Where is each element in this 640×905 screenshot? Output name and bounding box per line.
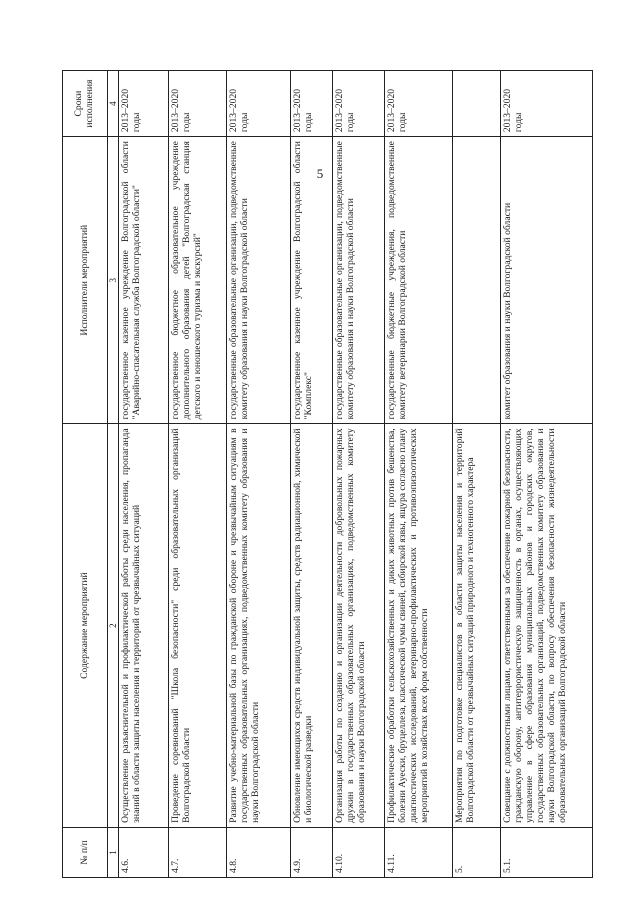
row-terms: 2013–2020 годы — [291, 71, 333, 137]
row-content: Проведение соревнований "Школа безопасности" среди образовательных организаций Волгоградской области — [169, 424, 227, 828]
table-row — [227, 71, 291, 878]
row-executors: государственные образовательные организации, подведомственные комитету образования и науки Волгоградской области — [333, 137, 385, 424]
column-number: 4 — [108, 71, 119, 137]
header-executors: Исполнители мероприятий — [63, 137, 108, 424]
row-content: Развитие учебно-материальной базы по гражданской обороне и чрезвычайным ситуациям в государственных образовательных организациях, подведомственных комитету образования и науки Волгоградской области — [227, 424, 291, 828]
column-number: 1 — [108, 827, 119, 877]
row-content: Организация работы по созданию и организации деятельности добровольных пожарных дружин в государственных образовательных организациях, подведомственных комитету образования и науки Волгоградской области — [333, 424, 385, 828]
column-number: 2 — [108, 424, 119, 828]
table-row — [291, 71, 333, 878]
header-content: Содержание мероприятий — [63, 424, 108, 828]
row-terms: 2013–2020 годы — [227, 71, 291, 137]
table-row — [385, 71, 453, 878]
row-content: Мероприятия по подготовке специалистов в области защиты населения и территорий Волгоградской области от чрезвычайных ситуаций природного и техногенного характера — [453, 424, 501, 828]
table-row — [501, 71, 593, 878]
row-number: 4.6. — [119, 827, 169, 877]
row-terms: 2013–2020 годы — [501, 71, 593, 137]
row-executors: государственное казенное учреждение Волгоградской области "Аварийно-спасательная служба Волгоградской области" — [119, 137, 169, 424]
header-terms: Сроки исполнения — [63, 71, 108, 137]
row-executors: комитет образования и науки Волгоградской области — [501, 137, 593, 424]
table-header-row — [63, 71, 108, 878]
header-num: № п/п — [63, 827, 108, 877]
row-number: 5. — [453, 827, 501, 877]
row-number: 4.10. — [333, 827, 385, 877]
column-number: 3 — [108, 137, 119, 424]
row-number: 4.9. — [291, 827, 333, 877]
row-terms: 2013–2020 годы — [119, 71, 169, 137]
row-terms: 2013–2020 годы — [385, 71, 453, 137]
row-number: 4.8. — [227, 827, 291, 877]
row-executors — [453, 137, 501, 424]
row-content: Профилактические обработки сельскохозяйственных и диких животных против бешенства, болезни Ауески, бруцеллеза, классической чумы свиней, сибирской язвы, ящура согласно плану диагностических исследований, ветеринарно-профилактических и противоэпизоотических мероприятий в хозяйствах всех форм собственности — [385, 424, 453, 828]
row-number: 4.11. — [385, 827, 453, 877]
table-row — [169, 71, 227, 878]
row-content: Обновление имеющихся средств индивидуальной защиты, средств радиационной, химической и биологической разведки — [291, 424, 333, 828]
row-content: Совещание с должностными лицами, ответственными за обеспечение пожарной безопасности, гражданскую оборону, антитеррористическую защищенность в органах, осуществляющих управление в сфере образования муниципальных районов и городских округов, государственных образовательных организаций, подведомственных комитету образования и науки Волгоградской области, по вопросу обеспечения безопасности жизнедеятельности образовательных организаций Волгоградской области — [501, 424, 593, 828]
row-content: Осуществление разъяснительной и профилактической работы среди населения, пропаганда знаний в области защиты населения и территорий от чрезвычайных ситуаций — [119, 424, 169, 828]
row-number: 4.7. — [169, 827, 227, 877]
row-terms: 2013–2020 годы — [169, 71, 227, 137]
row-executors: государственные бюджетные учреждения, подведомственные комитету ветеринарии Волгоградской области — [385, 137, 453, 424]
table-row — [333, 71, 385, 878]
measures-table — [62, 70, 593, 878]
row-executors: государственные образовательные организации, подведомственные комитету образования и науки Волгоградской области — [227, 137, 291, 424]
page-number: 5 — [316, 166, 324, 181]
row-number: 5.1. — [501, 827, 593, 877]
row-executors: государственное бюджетное образовательное учреждение дополнительного образования детей "Волгоградская станция детского и юношеского туризма и экскурсий" — [169, 137, 227, 424]
row-terms — [453, 71, 501, 137]
column-number-row — [108, 71, 119, 878]
table-row — [119, 71, 169, 878]
rotated-page-content — [62, 70, 612, 878]
table-row — [453, 71, 501, 878]
row-terms: 2013–2020 годы — [333, 71, 385, 137]
row-executors: государственное казенное учреждение Волгоградской области "Комплекс" — [291, 137, 333, 424]
